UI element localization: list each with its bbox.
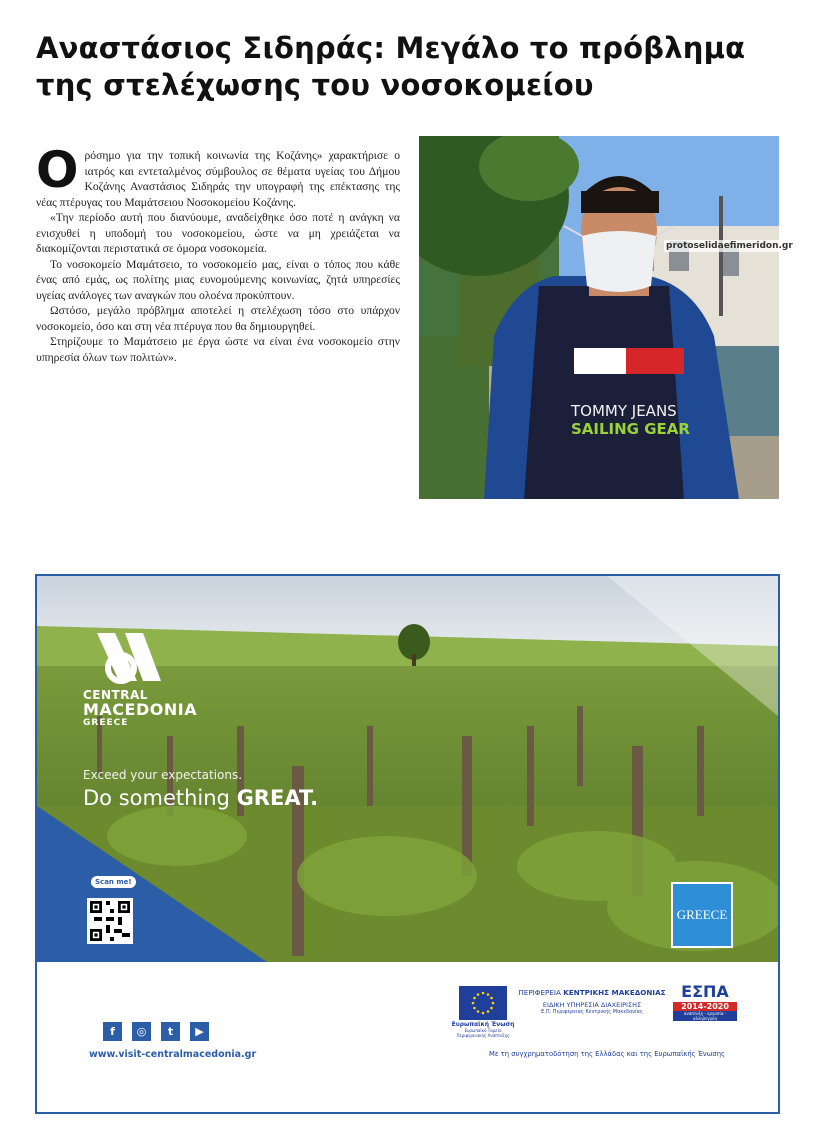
eu-caption-line1: Ευρωπαϊκή Ένωση	[451, 1021, 515, 1028]
region-line3: Ε.Π. Περιφέρειας Κεντρικής Μακεδονίας	[541, 1009, 643, 1015]
article-paragraph-text: ρόσημο για την τοπική κοινωνία της Κοζάνης» χαρακτήρισε ο ιατρός και εντεταλμένος σύμβουλος σε θέματα υγείας του Δήμου Κοζάνης Αναστάσιος Σιδηράς την υπογραφή της επέκτασης της νέας πτέρυγας του Μαμάτσειου Νοσοκομείου Κοζάνης.	[36, 149, 400, 209]
drop-cap: Ο	[36, 141, 79, 199]
article-paragraph	[36, 141, 400, 210]
scan-me-label: Scan me!	[91, 876, 136, 888]
website-link[interactable]: www.visit-centralmacedonia.gr	[89, 1049, 257, 1060]
tagline-prefix: Do something	[83, 786, 237, 810]
visit-greece-badge: GREECE	[671, 882, 733, 948]
article-body	[36, 141, 400, 365]
central-macedonia-logo	[83, 632, 197, 728]
brand-line2: MACEDONIA	[83, 700, 198, 719]
twitter-icon[interactable]: t	[161, 1022, 180, 1041]
tagline-small: Exceed your expectations.	[83, 768, 243, 782]
tourism-advertisement	[35, 574, 780, 1114]
youtube-icon[interactable]: ▶	[190, 1022, 209, 1041]
vineyard-scene	[37, 576, 778, 962]
article-paragraph: Το νοσοκομείο Μαμάτσειο, το νοσοκομείο μας, είναι ο τόπος που κάθε ένας από εμάς, ως πολίτης μιας ευνομούμενης κοινωνίας, ζητά υπηρεσίες υγείας ανάλογες των αναγκών που ολοένα προκύπτουν.	[36, 257, 400, 302]
portrait-illustration	[419, 136, 779, 499]
qr-code[interactable]	[87, 898, 133, 944]
shirt-text-line1: TOMMY JEANS	[571, 402, 677, 420]
region-line2: ΕΙΔΙΚΗ ΥΠΗΡΕΣΙΑ ΔΙΑΧΕΙΡΙΣΗΣ	[542, 1001, 642, 1009]
brand-line3: GREECE	[83, 718, 129, 728]
facebook-icon[interactable]: f	[103, 1022, 122, 1041]
brand-line1: CENTRAL	[83, 688, 148, 702]
eu-caption	[451, 1021, 515, 1038]
instagram-icon[interactable]: ◎	[132, 1022, 151, 1041]
article-paragraph: Στηρίζουμε το Μαμάτσειο με έργα ώστε να είναι ένα νοσοκομείο στην υπηρεσία όλων των πολιτών».	[36, 335, 400, 364]
eu-stars-icon	[459, 986, 507, 1020]
region-logo	[517, 988, 667, 1015]
eu-flag-icon	[459, 986, 507, 1020]
article-paragraph: Ωστόσο, μεγάλο πρόβλημα αποτελεί η στελέχωση τόσο στο υπάρχον νοσοκομείο, όσο και στη νέα πτέρυγα που θα δημιουργηθεί.	[36, 304, 400, 333]
espa-years: 2014-2020	[673, 1002, 737, 1011]
espa-logo	[673, 984, 737, 1021]
region-line1	[517, 988, 667, 997]
region-prefix: ΠΕΡΙΦΕΡΕΙΑ	[518, 988, 564, 997]
tagline-bold: GREAT.	[236, 786, 319, 810]
espa-slogan: ανάπτυξη - εργασία - αλληλεγγύη	[673, 1011, 737, 1021]
cofunding-note: Με τη συγχρηματοδότηση της Ελλάδας και της Ευρωπαϊκής Ένωσης	[488, 1050, 725, 1058]
social-links	[103, 1022, 209, 1041]
eu-caption-line2: Ευρωπαϊκό Ταμείο Περιφερειακής Ανάπτυξης	[456, 1028, 510, 1038]
portrait-photo	[419, 136, 779, 499]
qr-code-icon	[90, 901, 130, 941]
source-watermark: protoselidaefimeridon.gr	[666, 241, 793, 251]
article-paragraph: «Την περίοδο αυτή που διανύουμε, αναδείχθηκε όσο ποτέ η ανάγκη να ενισχυθεί η υποδομή του νοσοκομείου, ώστε να μη χρειάζεται να διακομίζονται περιστατικά σε όμορα νοσοκομεία.	[36, 211, 400, 255]
tagline-big	[83, 786, 318, 810]
region-bold: ΚΕΝΤΡΙΚΗΣ ΜΑΚΕΔΟΝΙΑΣ	[563, 988, 666, 997]
shirt-text-line2: SAILING GEAR	[571, 420, 690, 438]
espa-name: ΕΣΠΑ	[681, 982, 729, 1001]
article-headline: Αναστάσιος Σιδηράς: Μεγάλο το πρόβλημα της στελέχωσης του νοσοκομείου	[36, 31, 746, 102]
